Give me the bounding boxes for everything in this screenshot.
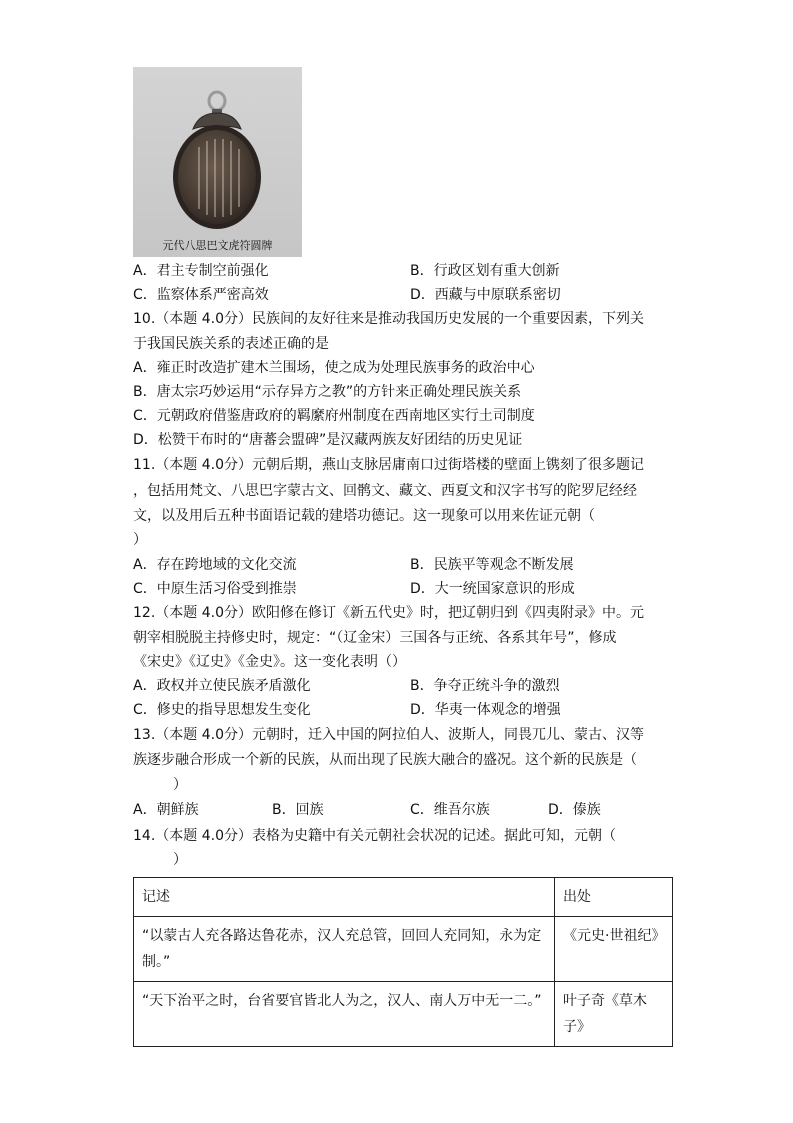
q11-stem-line3: 文，以及用后五种书面语记载的建塔功德记。这一现象可以用来佐证元朝（ (133, 508, 595, 524)
q10-stem-line1: 10.（本题 4.0分）民族间的友好往来是推动我国历史发展的一个重要因素，下列关 (133, 311, 644, 327)
q9-option-b: B．行政区划有重大创新 (410, 263, 560, 279)
q12-option-b: B．争夺正统斗争的激烈 (410, 678, 560, 694)
paiza-medallion-image (133, 67, 302, 237)
medallion-figure (133, 67, 302, 257)
q9-option-a: A．君主专制空前强化 (133, 263, 269, 279)
q10-option-a: A．雍正时改造扩建木兰围场，使之成为处理民族事务的政治中心 (133, 360, 535, 376)
q10-stem-line2: 于我国民族关系的表述正确的是 (133, 336, 329, 352)
q9-option-c: C．监察体系严密高效 (133, 287, 269, 303)
q11-option-b: B．民族平等观念不断发展 (410, 557, 574, 573)
q13-stem-line2: 族逐步融合形成一个新的民族，从而出现了民族大融合的盛况。这个新的民族是（ (133, 752, 637, 768)
table-header-row (134, 878, 673, 917)
q13-option-a: A．朝鲜族 (133, 802, 199, 818)
q14-source-table (133, 877, 673, 1047)
q11-stem-line1: 11.（本题 4.0分）元朝后期，燕山支脉居庸南口过街塔楼的壁面上镌刻了很多题记 (133, 457, 644, 473)
q10-option-b: B．唐太宗巧妙运用“示存异方之教”的方针来正确处理民族关系 (133, 384, 522, 400)
table-cell-record: “天下治平之时，台省要官皆北人为之，汉人、南人万中无一二。” (134, 982, 555, 1047)
q10-option-d: D．松赞干布时的“唐蕃会盟碑”是汉藏两族友好团结的历史见证 (133, 432, 523, 448)
q14-stem-line2: ） (173, 852, 187, 868)
q11-stem-line2: ，包括用梵文、八思巴字蒙古文、回鹘文、藏文、西夏文和汉字书写的陀罗尼经经 (133, 483, 637, 499)
q13-stem-line3: ） (173, 777, 187, 793)
table-row (134, 917, 673, 982)
q12-option-c: C．修史的指导思想发生变化 (133, 702, 311, 718)
q11-option-d: D．大一统国家意识的形成 (410, 581, 575, 597)
q11-option-c: C．中原生活习俗受到推崇 (133, 581, 297, 597)
q12-stem-line3: 《宋史》《辽史》《金史》。这一变化表明（） (133, 654, 406, 670)
q10-option-c: C．元朝政府借鉴唐政府的羁縻府州制度在西南地区实行土司制度 (133, 408, 535, 424)
table-row (134, 982, 673, 1047)
q13-option-b: B．回族 (272, 802, 324, 818)
q12-option-d: D．华夷一体观念的增强 (410, 702, 561, 718)
q12-stem-line2: 朝宰相脱脱主持修史时，规定：“（辽金宋）三国各与正统、各系其年号”，修成 (133, 630, 617, 646)
q11-stem-line4: ） (133, 532, 147, 548)
q12-stem-line1: 12.（本题 4.0分）欧阳修在修订《新五代史》时，把辽朝归到《四夷附录》中。元 (133, 605, 644, 621)
q11-option-a: A．存在跨地域的文化交流 (133, 557, 297, 573)
figure-caption: 元代八思巴文虎符圆牌 (162, 239, 273, 252)
table-cell-source: 《元史·世祖纪》 (555, 917, 673, 982)
q13-option-d: D．傣族 (548, 802, 601, 818)
q9-option-d: D．西藏与中原联系密切 (410, 287, 561, 303)
table-header-record: 记述 (134, 878, 555, 917)
q13-option-c: C．维吾尔族 (410, 802, 490, 818)
q14-stem-line1: 14.（本题 4.0分）表格为史籍中有关元朝社会状况的记述。据此可知，元朝（ (133, 828, 616, 844)
table-cell-source: 叶子奇《草木子》 (555, 982, 673, 1047)
q13-stem-line1: 13.（本题 4.0分）元朝时，迁入中国的阿拉伯人、波斯人，同畏兀儿、蒙古、汉等 (133, 727, 644, 743)
table-cell-record: “以蒙古人充各路达鲁花赤，汉人充总管，回回人充同知，永为定制。” (134, 917, 555, 982)
table-header-source: 出处 (555, 878, 673, 917)
q12-option-a: A．政权并立使民族矛盾激化 (133, 678, 311, 694)
